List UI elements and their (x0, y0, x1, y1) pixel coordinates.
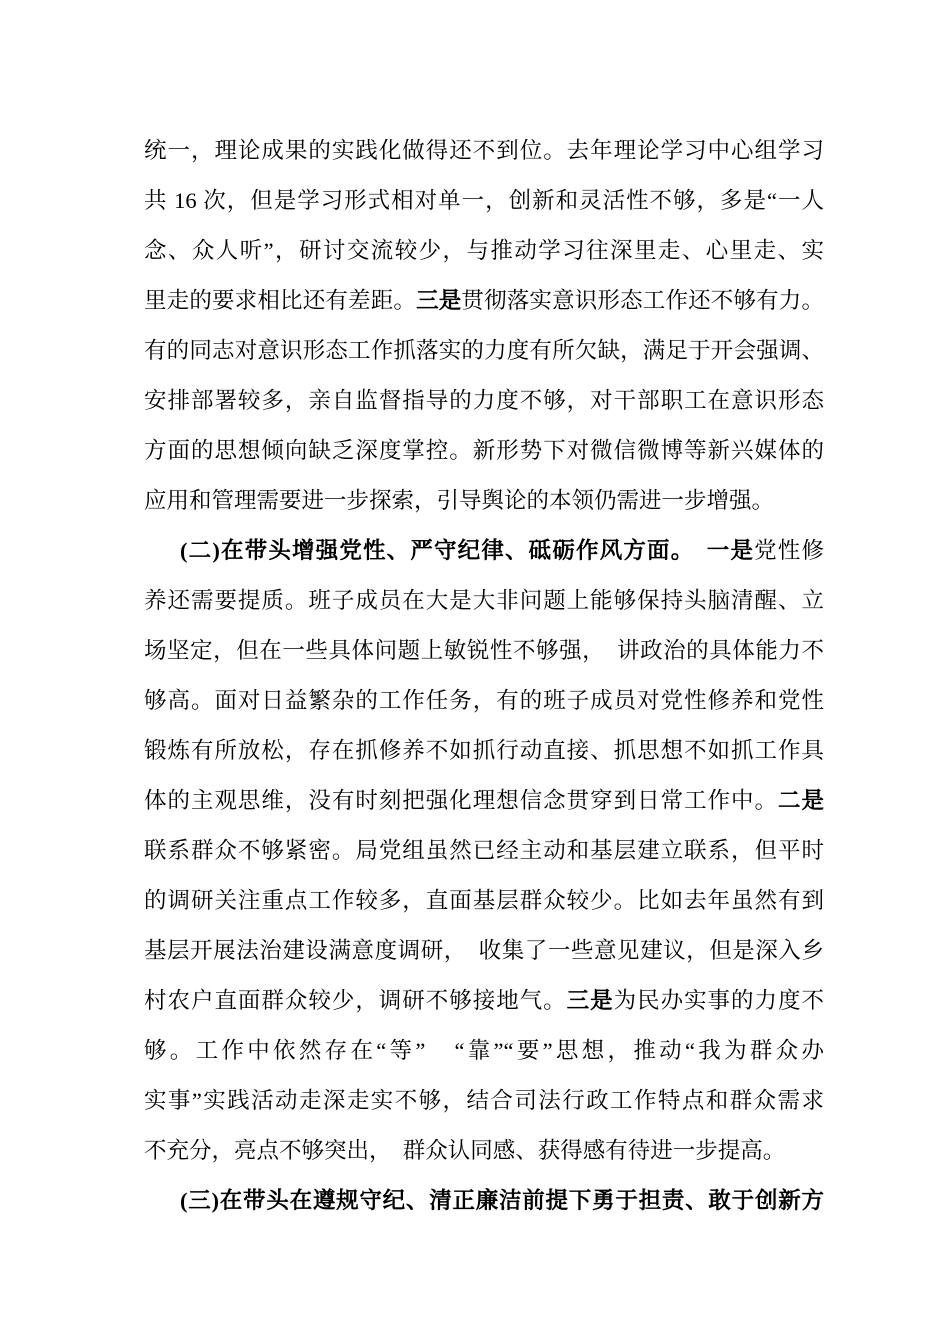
text-segment: 统一，理论成果的实践化做得还不到位。去年理论学习中心组学习 (144, 138, 824, 163)
text-segment: 够。工作中依然存在“等” “靠”“要”思想，推动“我为群众办 (144, 1038, 824, 1063)
text-segment: 有的同志对意识形态工作抓落实的力度有所欠缺，满足于开会强调、 (144, 338, 824, 363)
text-line (144, 326, 824, 376)
text-line (144, 176, 824, 226)
bold-text-segment: 三是 (416, 288, 462, 313)
text-segment: 够高。面对日益繁杂的工作任务，有的班子成员对党性修养和党性 (144, 688, 824, 713)
text-segment: 基层开展法治建设满意度调研， 收集了一些意见建议，但是深入乡 (144, 938, 824, 963)
text-line (144, 576, 824, 626)
text-segment: 方面的思想倾向缺乏深度掌控。新形势下对微信微博等新兴媒体的 (144, 438, 824, 463)
text-segment: 安排部署较多，亲自监督指导的力度不够，对干部职工在意识形态 (144, 388, 824, 413)
text-line (144, 1176, 824, 1226)
text-segment: 党性修 (754, 538, 824, 563)
text-line (144, 476, 824, 526)
text-segment: 的调研关注重点工作较多，直面基层群众较少。比如去年虽然有到 (144, 888, 824, 913)
bold-text-segment: (二)在带头增强党性、严守纪律、砥砺作风方面。 (180, 538, 707, 563)
text-line (144, 726, 824, 776)
text-segment: 念、众人听”，研讨交流较少，与推动学习往深里走、心里走、实 (144, 238, 824, 263)
text-line (144, 526, 824, 576)
text-line (144, 676, 824, 726)
text-segment: 共 16 次，但是学习形式相对单一，创新和灵活性不够，多是“一人 (144, 188, 824, 213)
text-line (144, 376, 824, 426)
text-line (144, 426, 824, 476)
text-segment: 不充分，亮点不够突出， 群众认同感、获得感有待进一步提高。 (144, 1138, 786, 1163)
bold-text-segment: (三)在带头在遵规守纪、清正廉洁前提下勇于担责、敢于创新方 (180, 1188, 824, 1213)
text-segment: 贯彻落实意识形态工作还不够有力。 (461, 288, 824, 313)
text-line (144, 976, 824, 1026)
text-line (144, 826, 824, 876)
bold-text-segment: 一是 (706, 538, 755, 563)
text-line (144, 1076, 824, 1126)
text-line (144, 876, 824, 926)
text-segment: 锻炼有所放松，存在抓修养不如抓行动直接、抓思想不如抓工作具 (144, 738, 824, 763)
text-line (144, 926, 824, 976)
text-segment: 体的主观思维，没有时刻把强化理想信念贯穿到日常工作中。 (144, 788, 778, 813)
text-segment: 为民办实事的力度不 (613, 988, 824, 1013)
text-segment: 实事”实践活动走深走实不够，结合司法行政工作特点和群众需求 (144, 1088, 824, 1113)
text-line (144, 226, 824, 276)
text-line (144, 776, 824, 826)
text-segment: 联系群众不够紧密。局党组虽然已经主动和基层建立联系，但平时 (144, 838, 824, 863)
document-body (144, 126, 824, 1226)
text-line (144, 126, 824, 176)
text-segment: 应用和管理需要进一步探索，引导舆论的本领仍需进一步增强。 (144, 488, 775, 513)
text-segment: 场坚定，但在一些具体问题上敏锐性不够强， 讲政治的具体能力不 (144, 638, 824, 663)
text-line (144, 276, 824, 326)
text-line (144, 1126, 824, 1176)
bold-text-segment: 二是 (778, 788, 824, 813)
text-line (144, 626, 824, 676)
text-segment: 里走的要求相比还有差距。 (144, 288, 417, 313)
bold-text-segment: 三是 (566, 988, 614, 1013)
text-line (144, 1026, 824, 1076)
text-segment: 养还需要提质。班子成员在大是大非问题上能够保持头脑清醒、立 (144, 588, 824, 613)
text-segment: 村农户直面群众较少，调研不够接地气。 (144, 988, 567, 1013)
